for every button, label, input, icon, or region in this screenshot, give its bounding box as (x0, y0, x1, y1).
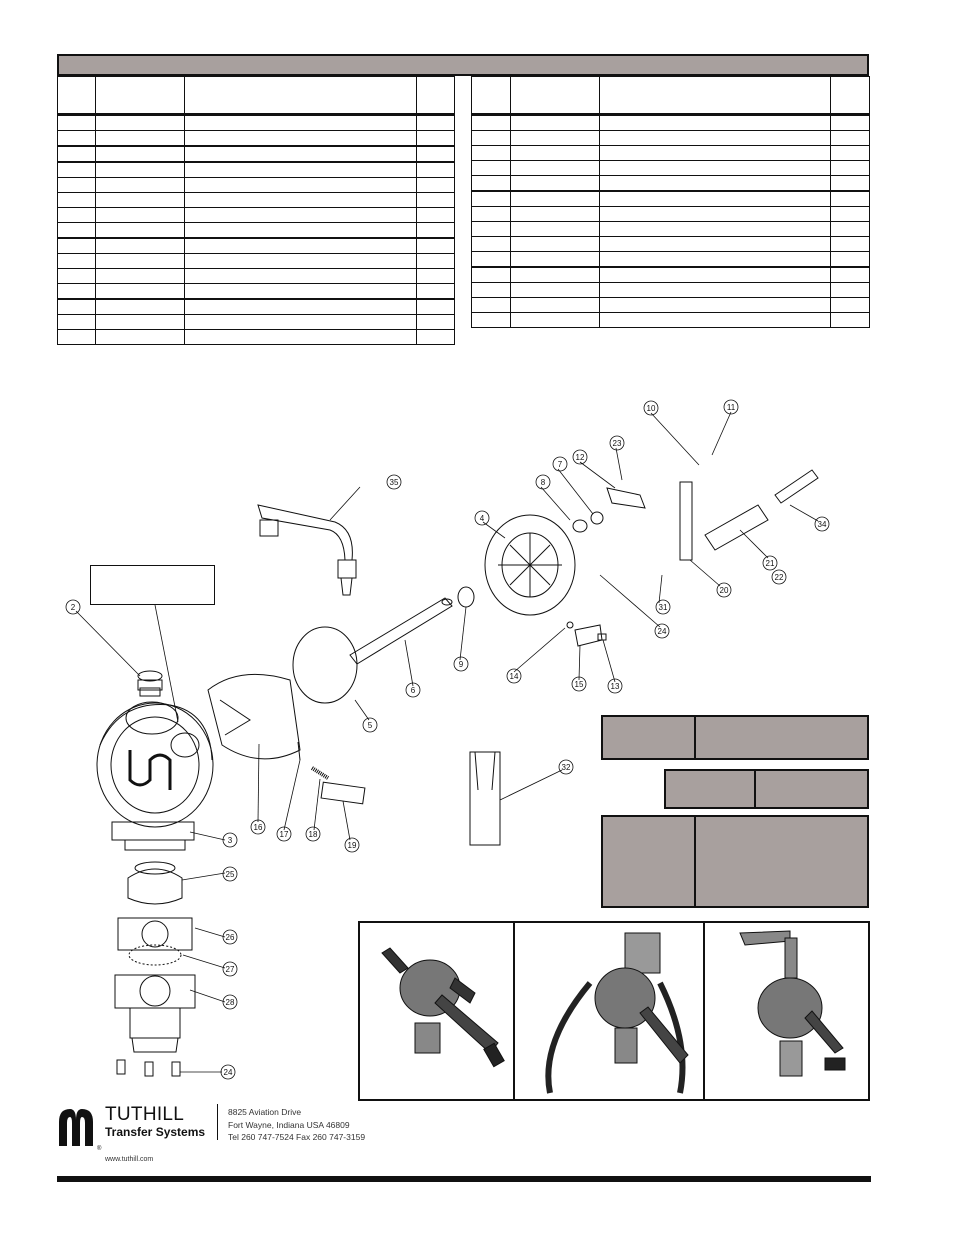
tuthill-logo-icon (56, 1106, 96, 1146)
bottom-stack (115, 862, 195, 1076)
callout-4: 4 (479, 514, 485, 523)
callout-11: 11 (726, 403, 736, 412)
callout-3: 3 (227, 836, 233, 845)
callout-25: 25 (225, 870, 235, 879)
registered-mark: ® (97, 1146, 102, 1152)
col-header (472, 77, 511, 115)
shaded-info-box-1 (601, 715, 869, 760)
col-header (831, 77, 870, 115)
callout-8: 8 (540, 478, 546, 487)
callout-19: 19 (347, 841, 357, 850)
address-line-3: Tel 260 747-7524 Fax 260 747-3159 (228, 1132, 366, 1142)
brand-subname: Transfer Systems (105, 1125, 206, 1139)
col-header (96, 77, 185, 115)
callout-34: 34 (817, 520, 827, 529)
bolt-part (775, 470, 818, 503)
callout-12: 12 (575, 453, 585, 462)
company-address (228, 1106, 365, 1144)
suction-pipe-part (470, 752, 500, 845)
col-header (511, 77, 600, 115)
spout-part (258, 505, 356, 595)
address-divider (217, 1104, 218, 1140)
shaded-info-box-2 (664, 769, 869, 809)
callout-2: 2 (70, 603, 76, 612)
brand-name: TUTHILL (105, 1104, 185, 1125)
col-header (58, 77, 96, 115)
callout-35: 35 (389, 478, 399, 487)
callout-18: 18 (308, 830, 318, 839)
address-line-1: 8825 Aviation Drive (228, 1107, 302, 1117)
callout-7: 7 (557, 460, 563, 469)
lever-part (680, 482, 692, 560)
callout-14: 14 (509, 672, 519, 681)
callout-20: 20 (719, 586, 729, 595)
address-line-2: Fort Wayne, Indiana USA 46809 (228, 1119, 350, 1130)
callout-24-top: 24 (657, 627, 667, 636)
callout-26: 26 (225, 933, 235, 942)
parts-list-header-bar (57, 54, 869, 76)
label-callout-box (90, 565, 215, 605)
shaded-info-box-3 (601, 815, 869, 908)
product-photos (360, 923, 868, 1099)
callout-5: 5 (367, 721, 373, 730)
callout-21: 21 (765, 559, 775, 568)
callout-22: 22 (774, 573, 784, 582)
col-header (185, 77, 417, 115)
callout-9: 9 (458, 660, 464, 669)
vane-part (208, 674, 300, 759)
callout-31: 31 (658, 603, 668, 612)
callout-17: 17 (279, 830, 289, 839)
pump-body-drawing (97, 702, 213, 850)
plug-part (138, 671, 162, 696)
col-header (417, 77, 455, 115)
photo-divider (513, 923, 515, 1099)
callout-28: 28 (225, 998, 235, 1007)
callout-6: 6 (410, 686, 416, 695)
shaft-part (350, 598, 452, 664)
website-link[interactable]: www.tuthill.com (105, 1156, 154, 1163)
callout-13: 13 (610, 682, 620, 691)
o-ring-part (293, 627, 357, 703)
footer-rule (57, 1176, 871, 1182)
callout-24-bottom: 24 (223, 1068, 233, 1077)
callout-23: 23 (612, 439, 622, 448)
parts-table-left (57, 76, 455, 345)
callout-16: 16 (253, 823, 263, 832)
callout-15: 15 (574, 680, 584, 689)
col-header (600, 77, 831, 115)
callout-32: 32 (561, 763, 571, 772)
parts-table-right (471, 76, 870, 328)
callout-27: 27 (225, 965, 235, 974)
washer-part (458, 587, 474, 607)
cover-part (485, 515, 575, 615)
callout-10: 10 (646, 404, 656, 413)
handle-part (705, 505, 768, 550)
photo-divider (703, 923, 705, 1099)
plate-part (607, 488, 645, 508)
product-photo-strip (358, 921, 870, 1101)
